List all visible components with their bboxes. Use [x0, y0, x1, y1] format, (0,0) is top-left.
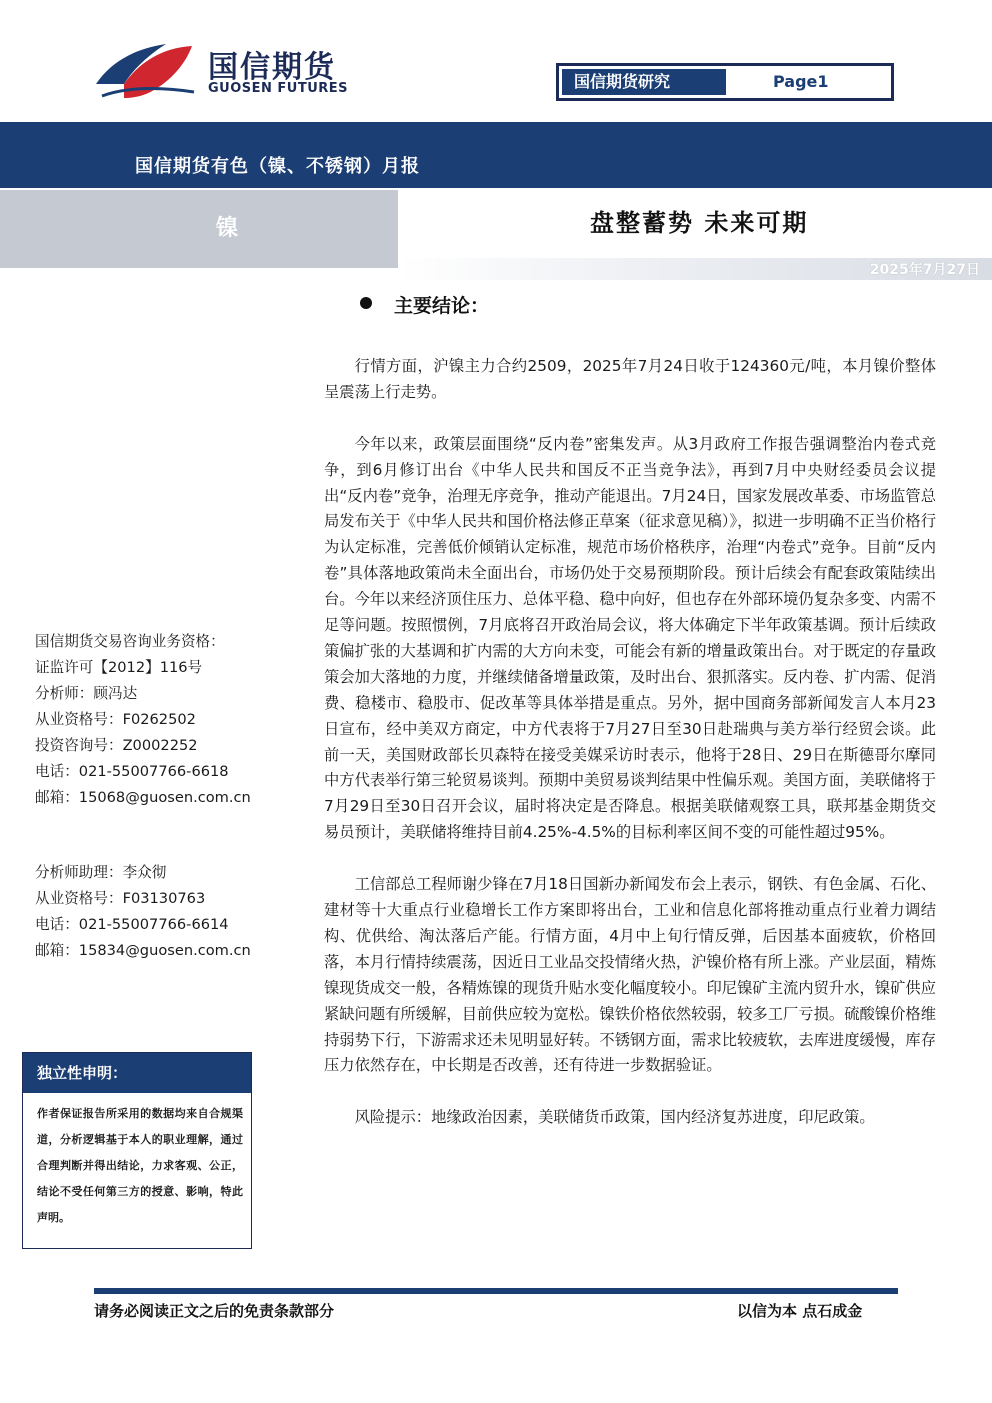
page-number: Page1	[773, 72, 829, 91]
body-paragraph: 今年以来，政策层面围绕“反内卷”密集发声。从3月政府工作报告强调整治内卷式竞争，到6月修订出台《中华人民共和国反不正当竞争法》，再到7月中央财经委员会议提出“反内卷”竞争，治理无序竞争，推动产能退出。7月24日，国家发展改革委、市场监管总局发布关于《中华人民共和国价格法修正草案（征求意见稿）》，拟进一步明确不正当价格行为认定标准，完善低价倾销认定标准，规范市场价格秩序，治理“内卷式”竞争。目前“反内卷”具体落地政策尚未全面出台，市场仍处于交易预期阶段。预计后续会有配套政策陆续出台。今年以来经济顶住压力、总体平稳、稳中向好，但也存在外部环境仍复杂多变、内需不足等问题。按照惯例，7月底将召开政治局会议，将大体确定下半年政策基调。预计后续政策偏扩张的大基调和扩内需的大方向未变，可能会有新的增量政策出台。对于既定的存量政策会加大落地的力度，并继续储备增量政策，及时出台、狠抓落实。反内卷、扩内需、促消费、稳楼市、稳股市、促改革等具体举措是重点。另外，据中国商务部新闻发言人本月23日宣布，经中美双方商定，中方代表将于7月27日至30日赴瑞典与美方举行经贸会谈。此前一天，美国财政部长贝森特在接受美媒采访时表示，他将于28日、29日在斯德哥尔摩同中方代表举行第三轮贸易谈判。预期中美贸易谈判结果中性偏乐观。美国方面，美联储将于7月29日至30日召开会议，届时将决定是否降息。根据美联储观察工具，联邦基金期货交易员预计，美联储将维持目前4.25%-4.5%的目标利率区间不变的可能性超过95%。	[324, 434, 936, 842]
independence-title: 独立性申明：	[23, 1053, 251, 1093]
analyst-info	[35, 629, 295, 811]
header-tag-box	[556, 63, 894, 101]
body-paragraph: 工信部总工程师谢少锋在7月18日国新办新闻发布会上表示，钢铁、有色金属、石化、建材等十大重点行业稳增长工作方案即将出台，工业和信息化部将推动重点行业着力调结构、优供给、淘汰落后产能。行情方面，4月中上旬行情反弹，后因基本面疲软，价格回落，本月行情持续震荡，因近日工业品交投情绪火热，沪镍价格有所上涨。产业层面，精炼镍现货成交一般，各精炼镍的现货升贴水变化幅度较小。印尼镍矿主流内贸升水，镍矿供应紧缺问题有所缓解，目前供应较为宽松。镍铁价格依然较弱，较多工厂亏损。硫酸镍价格维持弱势下行，下游需求还未见明显好转。不锈钢方面，需求比较疲软，去库进度缓慢，库存压力依然存在，中长期是否改善，还有待进一步数据验证。	[324, 875, 936, 1075]
footer-slogan: 以信为本 点石成金	[737, 1302, 863, 1320]
section-heading: 主要结论：	[394, 295, 490, 317]
research-label: 国信期货研究	[562, 69, 726, 95]
logo-chinese-name: 国信期货	[208, 50, 336, 85]
assistant-name: 分析师助理：李众彻	[35, 864, 167, 881]
assistant-practice-id: 从业资格号：F03130763	[35, 890, 206, 907]
metal-label: 镍	[216, 216, 239, 241]
analyst-phone: 电话：021-55007766-6618	[35, 763, 229, 780]
main-body	[324, 354, 936, 1157]
metal-band	[0, 190, 398, 268]
assistant-email: 邮箱：15834@guosen.com.cn	[35, 942, 251, 959]
license-line: 证监许可【2012】116号	[35, 659, 203, 676]
independence-text: 作者保证报告所采用的数据均来自合规渠道，分析逻辑基于本人的职业理解，通过合理判断并得出结论，力求客观、公正，结论不受任何第三方的授意、影响，特此声明。	[37, 1107, 243, 1224]
qualification-line: 国信期货交易咨询业务资格：	[35, 633, 225, 650]
logo-english-name: GUOSEN FUTURES	[208, 81, 349, 96]
guosen-logo-mark-icon	[94, 38, 199, 100]
report-series-title: 国信期货有色（镍、不锈钢）月报	[135, 156, 420, 177]
bullet-icon	[360, 297, 372, 309]
footer-rule	[94, 1288, 898, 1294]
analyst-practice-id: 从业资格号：F0262502	[35, 711, 196, 728]
footer-disclaimer-note: 请务必阅读正文之后的免责条款部分	[94, 1302, 335, 1320]
analyst-consult-id: 投资咨询号：Z0002252	[35, 737, 198, 754]
analyst-name: 分析师：顾冯达	[35, 685, 138, 702]
independence-statement	[22, 1052, 252, 1249]
report-headline: 盘整蓄势 未来可期	[590, 208, 809, 237]
report-date: 2025年7月27日	[869, 262, 980, 278]
risk-warning: 风险提示：地缘政治因素，美联储货币政策，国内经济复苏进度，印尼政策。	[354, 1108, 875, 1127]
body-paragraph: 行情方面，沪镍主力合约2509，2025年7月24日收于124360元/吨，本月镍价整体呈震荡上行走势。	[324, 357, 936, 401]
assistant-phone: 电话：021-55007766-6614	[35, 916, 229, 933]
analyst-email: 邮箱：15068@guosen.com.cn	[35, 789, 251, 806]
assistant-info	[35, 860, 295, 964]
